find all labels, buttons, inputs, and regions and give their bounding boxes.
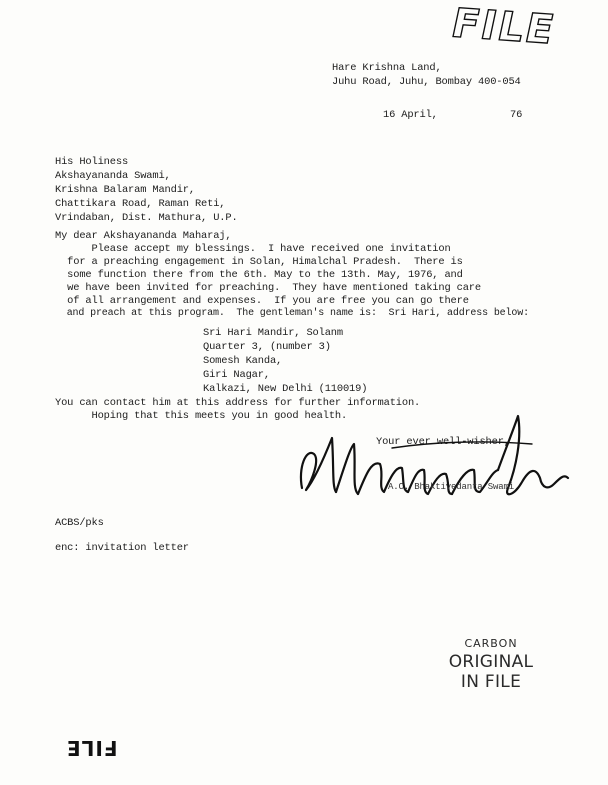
body-line2: for a preaching engagement in Solan, Himalchal Pradesh. There is — [55, 256, 463, 268]
recipient-line5: Vrindaban, Dist. Mathura, U.P. — [55, 212, 238, 224]
salutation: My dear Akshayananda Maharaj, — [55, 230, 232, 242]
carbon-original-label: ORIGINAL — [448, 652, 534, 672]
closing-line1: You can contact him at this address for further information. — [55, 397, 421, 409]
recipient-line1: His Holiness — [55, 156, 129, 168]
enclosure: enc: invitation letter — [55, 542, 189, 554]
initials: ACBS/pks — [55, 517, 104, 529]
host-address-line1: Sri Hari Mandir, Solanm — [203, 327, 343, 339]
sender-address-line1: Hare Krishna Land, — [332, 62, 442, 74]
body-line3: some function there from the 6th. May to the 13th. May, 1976, and — [55, 269, 463, 281]
body-line1: Please accept my blessings. I have received one invitation — [55, 243, 451, 255]
host-address-line5: Kalkazi, New Delhi (110019) — [203, 383, 368, 395]
recipient-line3: Krishna Balaram Mandir, — [55, 184, 195, 196]
body-line6: and preach at this program. The gentleman's name is: Sri Hari, address below: — [55, 308, 529, 319]
host-address-line2: Quarter 3, (number 3) — [203, 341, 331, 353]
host-address-line3: Somesh Kanda, — [203, 355, 283, 367]
file-stamp-top: FILE — [447, 0, 560, 54]
sender-address-line2: Juhu Road, Juhu, Bombay 400-054 — [332, 76, 521, 88]
body-line4: we have been invited for preaching. They have mentioned taking care — [55, 282, 481, 294]
handwritten-signature — [292, 408, 582, 528]
file-stamp-bottom: FILE — [66, 736, 118, 760]
host-address-line4: Giri Nagar, — [203, 369, 270, 381]
carbon-in-file-label: IN FILE — [460, 672, 522, 692]
recipient-line4: Chattikara Road, Raman Reti, — [55, 198, 226, 210]
carbon-label: CARBON — [464, 637, 518, 650]
closing-line2: Hoping that this meets you in good health. — [55, 410, 348, 422]
body-line5: of all arrangement and expenses. If you are free you can go there — [55, 295, 469, 307]
signoff: Your ever well-wisher, — [376, 436, 510, 448]
date-year: 76 — [510, 109, 523, 121]
date-day-month: 16 April, — [383, 109, 438, 121]
recipient-line2: Akshayananda Swami, — [55, 170, 171, 182]
carbon-original-stamp — [436, 636, 546, 692]
signature-name: A.C. Bhaktivedanta Swami — [388, 482, 515, 492]
